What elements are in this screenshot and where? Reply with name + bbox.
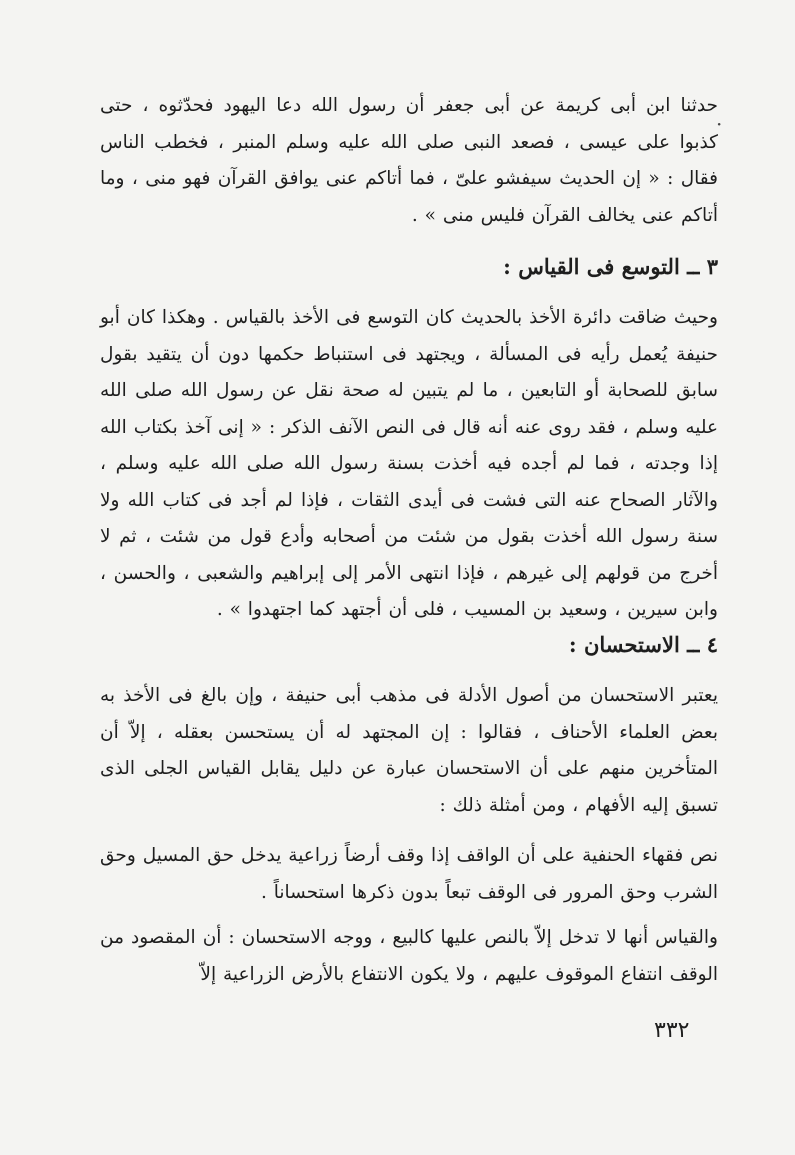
paragraph-qiyas: وحيث ضاقت دائرة الأخذ بالحديث كان التوسع فى الأخذ بالقياس . وهكذا كان أبو حنيفة يُعمل رأيه فى المسألة ، ويجتهد فى استنباط حكمها دون أن يتقيد بقول سابق للصحابة أو التابعين ، ما لم يتبين له صحة نقل عن رسول الله صلى الله عليه وسلم ، فقد روى عنه أنه قال فى النص الآنف الذكر : « إنى آخذ بكتاب الله إذا وجدته ، فما لم أجده فيه أخذت بسنة رسول الله صلى الله عليه وسلم ، والآثار الصحاح عنه التى فشت فى أيدى الثقات ، فإذا لم أجد فى كتاب الله ولا سنة رسول الله أخذت بقول من شئت من أصحابه وأدع قول من شئت ، ثم لا أخرج من قولهم إلى غيرهم ، فإذا انتهى الأمر إلى إبراهيم والشعبى ، والحسن ، وابن سيرين ، وسعيد بن المسيب ، فلى أن أجتهد كما اجتهدوا » .: [100, 307, 718, 620]
paragraph-hadith: حدثنا ابن أبى كريمة عن أبى جعفر أن رسول الله دعا اليهود فحدّثوه ، حتى كذبوا على عيسى ، فصعد النبى صلى الله عليه وسلم المنبر ، فخطب الناس فقال : « إن الحديث سيفشو علىّ ، فما أتاكم عنى يوافق القرآن فهو منى ، وما أتاكم عنى يخالف القرآن فليس منى » .: [100, 95, 718, 226]
heading-qiyas: ٣ ــ التوسع فى القياس :: [503, 254, 718, 279]
paragraph-reasoning: والقياس أنها لا تدخل إلاّ بالنص عليها كالبيع ، ووجه الاستحسان : أن المقصود من الوقف انتفاع الموقوف عليهم ، ولا يكون الانتفاع بالأرض الزراعية إلاّ: [100, 927, 718, 985]
paragraph-istihsan: يعتبر الاستحسان من أصول الأدلة فى مذهب أبى حنيفة ، وإن بالغ فى الأخذ به بعض العلماء الأحناف ، فقالوا : إن المجتهد له أن يستحسن بعقله ، إلاّ أن المتأخرين منهم على أن الاستحسان عبارة عن دليل يقابل القياس الجلى الذى تسبق إليه الأفهام ، ومن أمثلة ذلك :: [100, 685, 718, 816]
paragraph-example: نص فقهاء الحنفية على أن الواقف إذا وقف أرضاً زراعية يدخل حق المسيل وحق الشرب وحق المرور فى الوقف تبعاً بدون ذكرها استحساناً .: [100, 845, 718, 903]
margin-mark: ·: [716, 112, 723, 136]
heading-istihsan: ٤ ــ الاستحسان :: [568, 632, 718, 657]
page-number: ٣٣٢: [654, 1018, 690, 1043]
